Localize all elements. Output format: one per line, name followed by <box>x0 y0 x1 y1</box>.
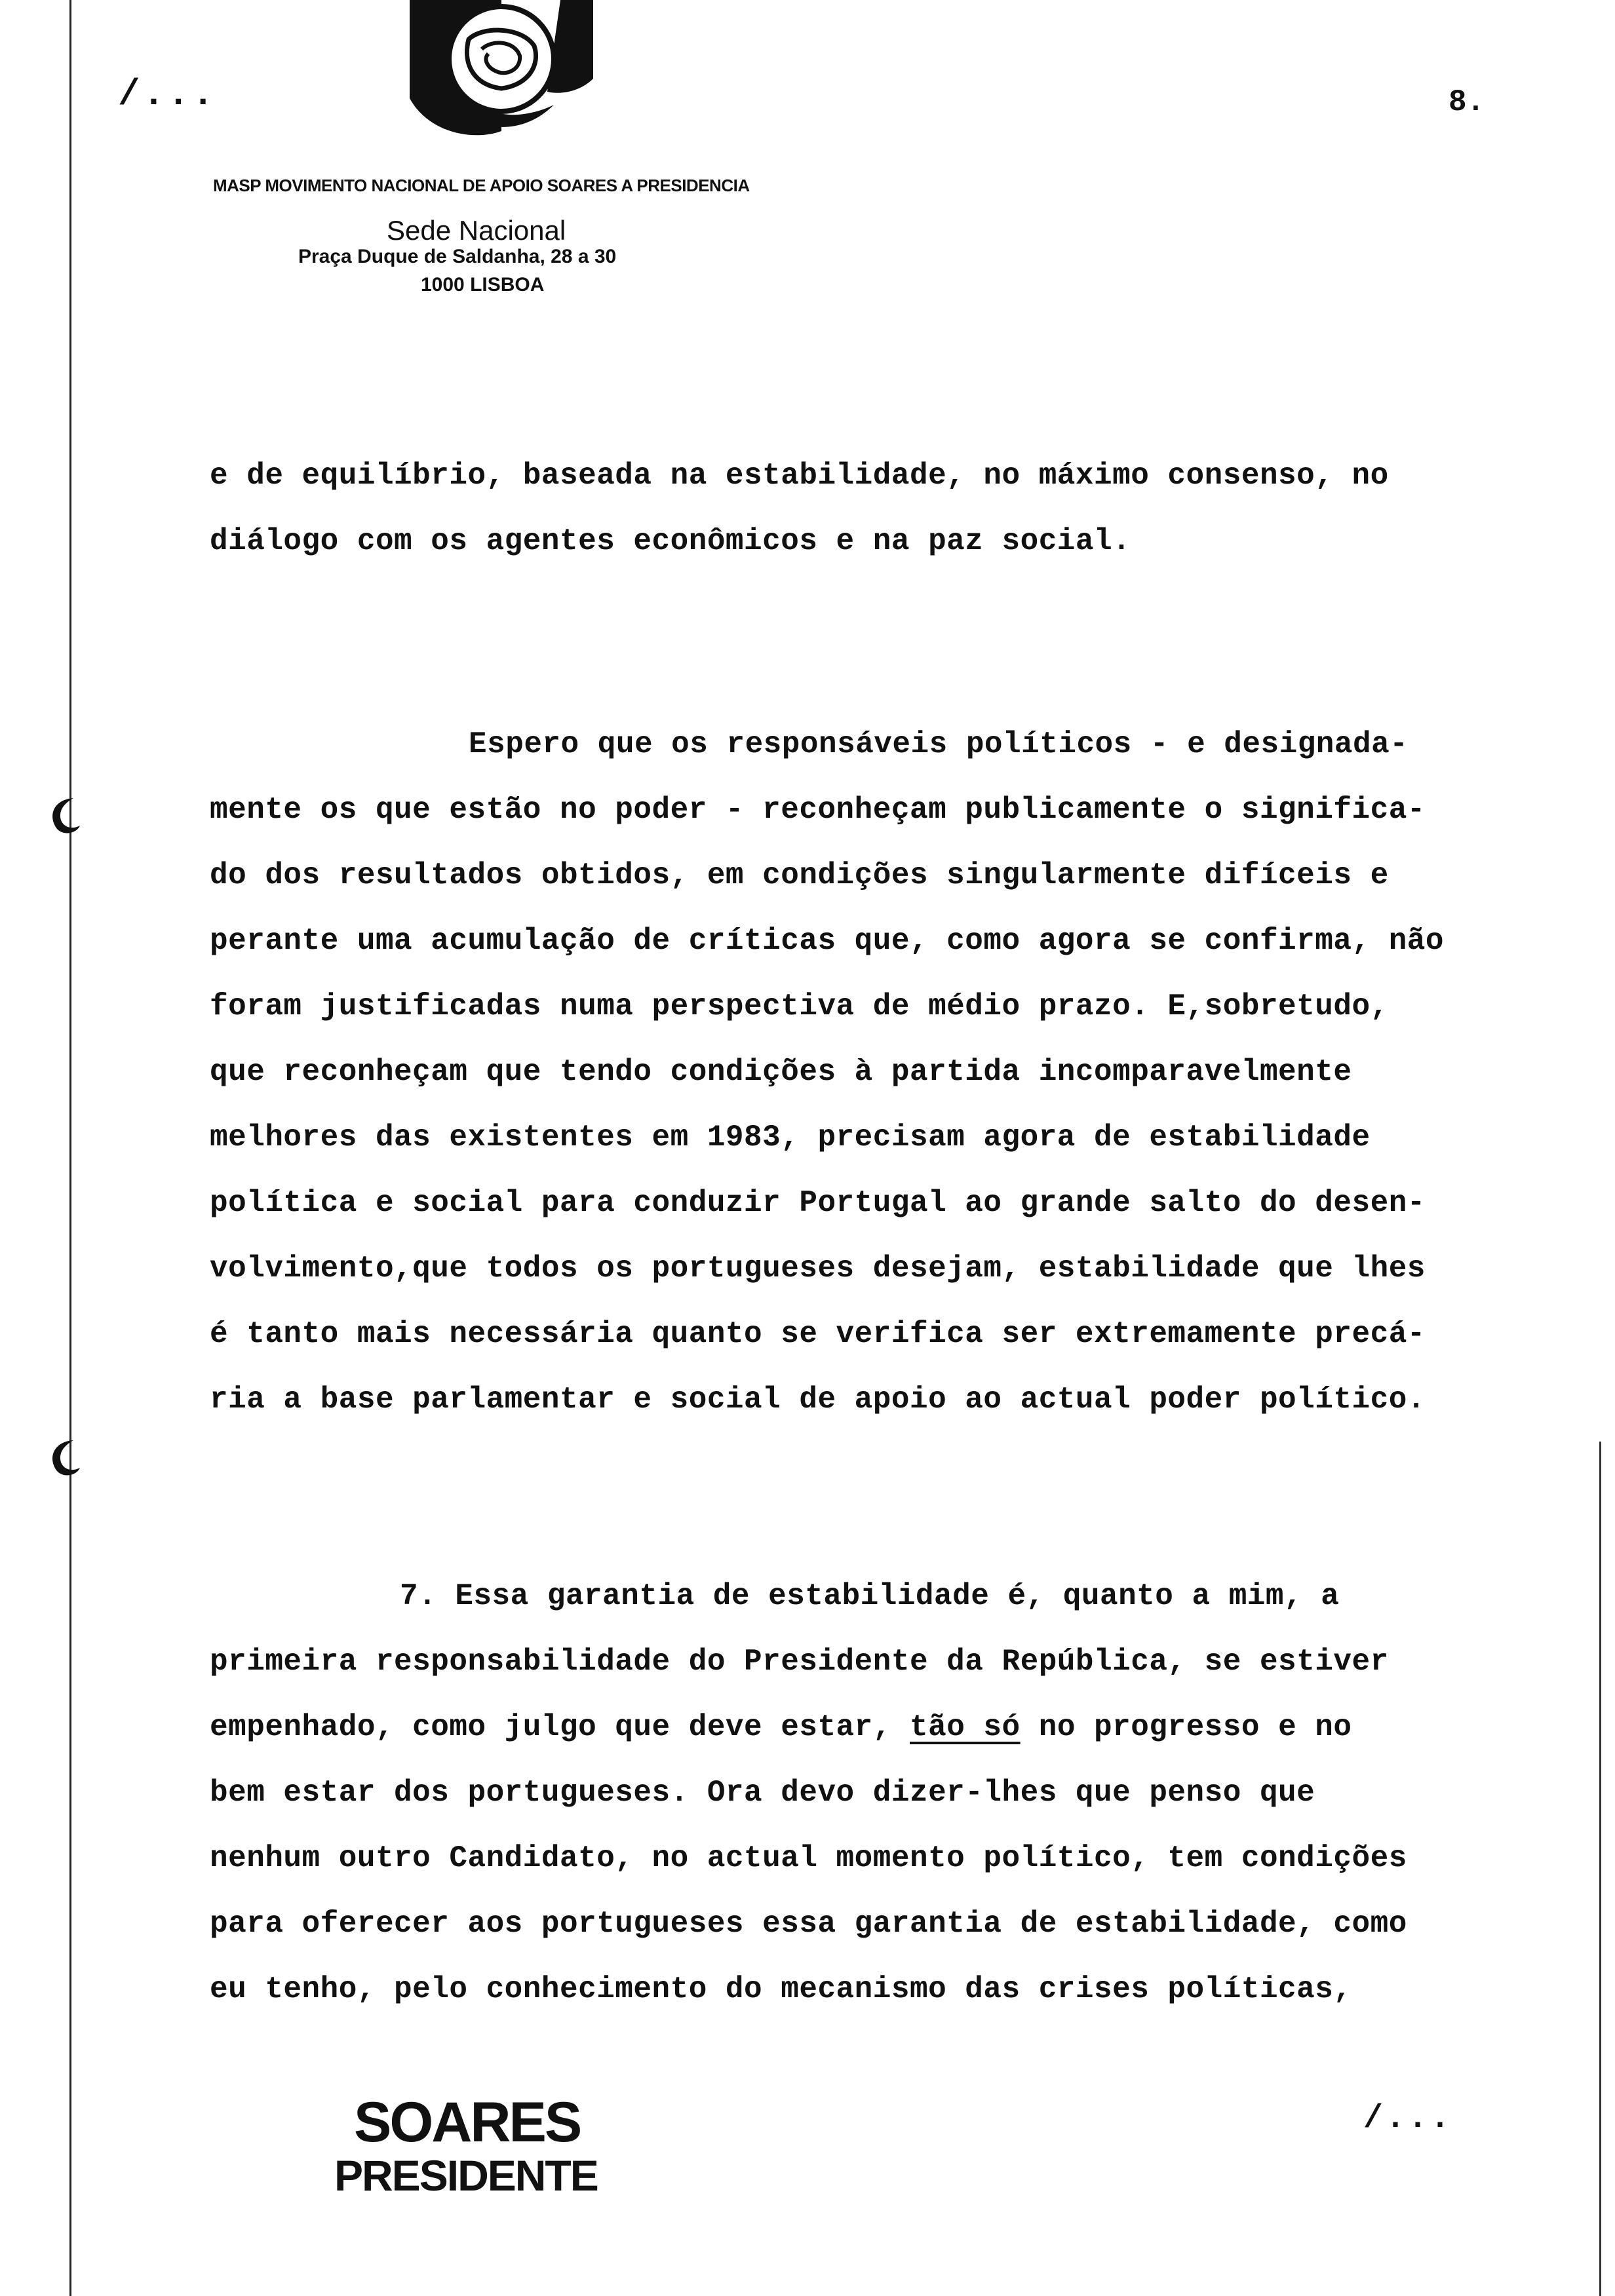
body-text-segment: no progresso e no <box>1038 1710 1352 1744</box>
office-name: Sede Nacional <box>387 215 566 246</box>
body-line: primeira responsabilidade do Presidente da República, se estiver <box>210 1645 1389 1679</box>
body-line: perante uma acumulação de críticas que, como agora se confirma, não <box>210 924 1445 958</box>
body-line: bem estar dos portugueses. Ora devo dizer-lhes que penso que <box>210 1776 1315 1810</box>
body-line: ria a base parlamentar e social de apoio ao actual poder político. <box>210 1383 1426 1417</box>
body-line: que reconheçam que tendo condições à partida incomparavelmente <box>210 1055 1352 1089</box>
office-city: 1000 LISBOA <box>421 274 545 296</box>
footer-continuation-mark: /... <box>1363 2100 1453 2137</box>
footer-logo-soares: SOARES <box>354 2091 581 2154</box>
organization-name: MASP MOVIMENTO NACIONAL DE APOIO SOARES A PRESIDENCIA <box>213 176 750 195</box>
office-address: Praça Duque de Saldanha, 28 a 30 <box>298 246 617 267</box>
body-line-with-emphasis <box>210 1710 1352 1744</box>
punch-hole-mark <box>41 1435 87 1481</box>
body-line: do dos resultados obtidos, em condições singularmente difíceis e <box>210 858 1389 892</box>
body-line: e de equilíbrio, baseada na estabilidade, no máximo consenso, no <box>210 459 1389 493</box>
body-line: para oferecer aos portugueses essa garantia de estabilidade, como <box>210 1907 1407 1941</box>
body-line: 7. Essa garantia de estabilidade é, quanto a mim, a <box>400 1579 1340 1613</box>
body-text-segment: empenhado, como julgo que deve estar, <box>210 1710 891 1744</box>
punch-hole-mark <box>41 793 87 839</box>
body-line: volvimento,que todos os portugueses desejam, estabilidade que lhes <box>210 1252 1426 1286</box>
body-line: é tanto mais necessária quanto se verifica ser extremamente precá- <box>210 1317 1426 1351</box>
page-number: 8. <box>1449 85 1485 119</box>
body-line: nenhum outro Candidato, no actual momento político, tem condições <box>210 1841 1407 1875</box>
body-line: mente os que estão no poder - reconheçam publicamente o significa- <box>210 793 1426 827</box>
right-margin-rule <box>1599 1442 1601 2296</box>
body-line: Espero que os responsáveis políticos - e designada- <box>469 727 1409 761</box>
underlined-phrase: tão só <box>909 1710 1021 1744</box>
rose-logo-icon <box>403 0 600 147</box>
footer-logo-presidente: PRESIDENTE <box>334 2151 598 2200</box>
body-line: melhores das existentes em 1983, precisam agora de estabilidade <box>210 1120 1371 1155</box>
header-continuation-mark: /... <box>118 73 217 115</box>
body-line: eu tenho, pelo conhecimento do mecanismo das crises políticas, <box>210 1972 1352 2006</box>
body-line: política e social para conduzir Portugal ao grande salto do desen- <box>210 1186 1426 1220</box>
left-margin-rule <box>69 0 71 2296</box>
body-line: diálogo com os agentes econômicos e na paz social. <box>210 524 1131 558</box>
body-line: foram justificadas numa perspectiva de médio prazo. E,sobretudo, <box>210 989 1389 1024</box>
